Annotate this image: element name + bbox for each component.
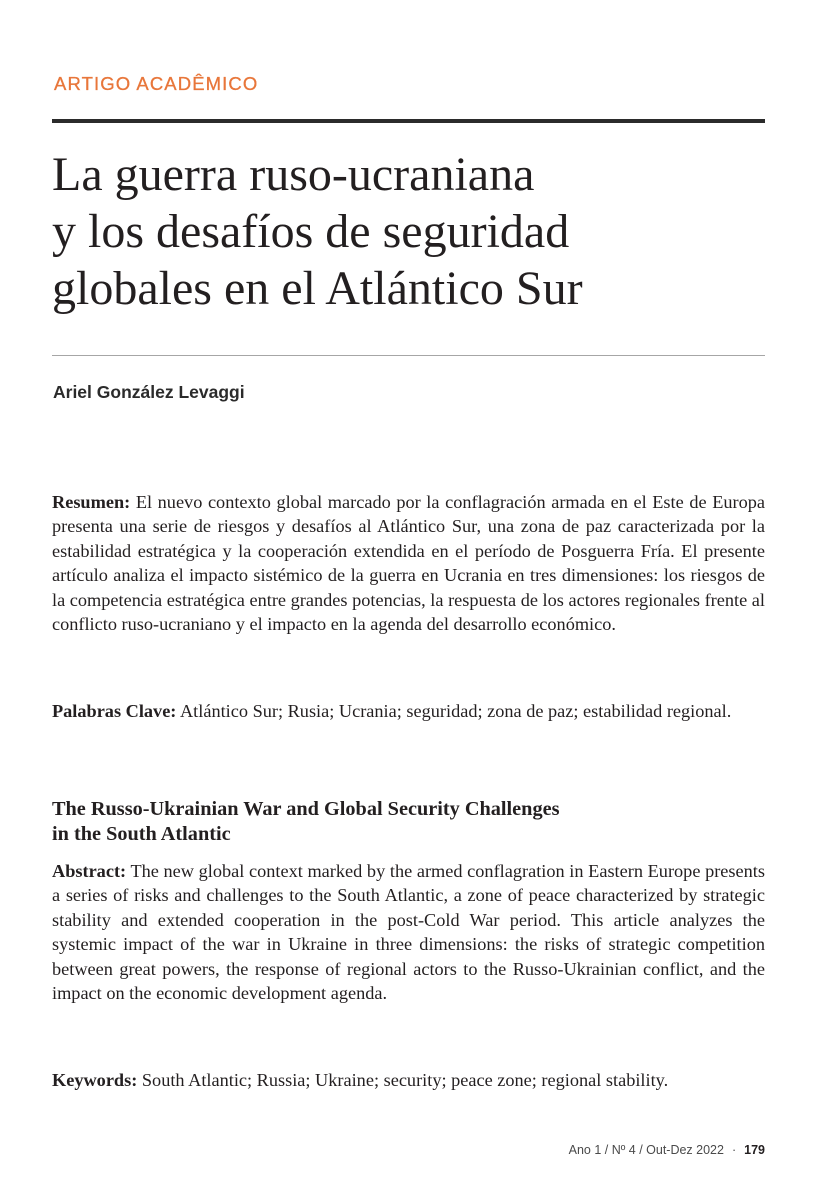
palabras-clave-label: Palabras Clave:	[52, 701, 177, 721]
abstract-text: The new global context marked by the armed conflagration in Eastern Europe presents a series of risks and challenges to the South Atlantic, a zone of peace characterized by strategic stability and extended cooperation in the post-Cold War period. This article analyzes the systemic impact of the war in Ukraine in three dimensions: the risks of strategic competition between great powers, the response of regional actors to the Russo-Ukrainian conflict, and the impact on the economic development agenda.	[52, 861, 765, 1004]
section-label: ARTIGO ACADÊMICO	[54, 73, 259, 94]
page-number: 179	[744, 1143, 765, 1157]
english-title-line-2: in the South Atlantic	[52, 823, 231, 845]
abstract-paragraph	[52, 859, 765, 1005]
title-line-2: y los desafíos de seguridad	[52, 205, 570, 258]
footer-separator: ·	[731, 1143, 737, 1157]
keywords-paragraph	[52, 1068, 765, 1092]
title-line-3: globales en el Atlántico Sur	[52, 262, 583, 315]
resumen-label: Resumen:	[52, 492, 131, 512]
author-name: Ariel González Levaggi	[53, 382, 245, 402]
title-divider	[52, 355, 765, 356]
english-title	[52, 797, 765, 847]
abstract-label: Abstract:	[52, 861, 127, 881]
keywords-label: Keywords:	[52, 1070, 138, 1090]
header-rule	[52, 119, 765, 123]
keywords-text: South Atlantic; Russia; Ukraine; security; peace zone; regional stability.	[141, 1070, 669, 1090]
resumen-paragraph	[52, 490, 765, 636]
page-footer	[569, 1143, 765, 1157]
palabras-clave-text: Atlántico Sur; Rusia; Ucrania; seguridad; zona de paz; estabilidad regional.	[179, 701, 732, 721]
title-line-1: La guerra ruso-ucraniana	[52, 148, 535, 201]
english-title-line-1: The Russo-Ukrainian War and Global Security Challenges	[52, 798, 560, 820]
issue-info: Ano 1 / Nº 4 / Out-Dez 2022	[568, 1143, 724, 1157]
article-page	[52, 0, 765, 1200]
article-title	[52, 146, 765, 317]
resumen-text: El nuevo contexto global marcado por la conflagración armada en el Este de Europa presenta una serie de riesgos y desafíos al Atlántico Sur, una zona de paz caracterizada por la estabilidad estratégica y la cooperación extendida en el período de Posguerra Fría. El presente artículo analiza el impacto sistémico de la guerra en Ucrania en tres dimensiones: los riesgos de la competencia estratégica entre grandes potencias, la respuesta de los actores regionales frente al conflicto ruso-ucraniano y el impacto en la agenda del desarrollo económico.	[52, 492, 765, 635]
palabras-clave-paragraph	[52, 699, 765, 723]
